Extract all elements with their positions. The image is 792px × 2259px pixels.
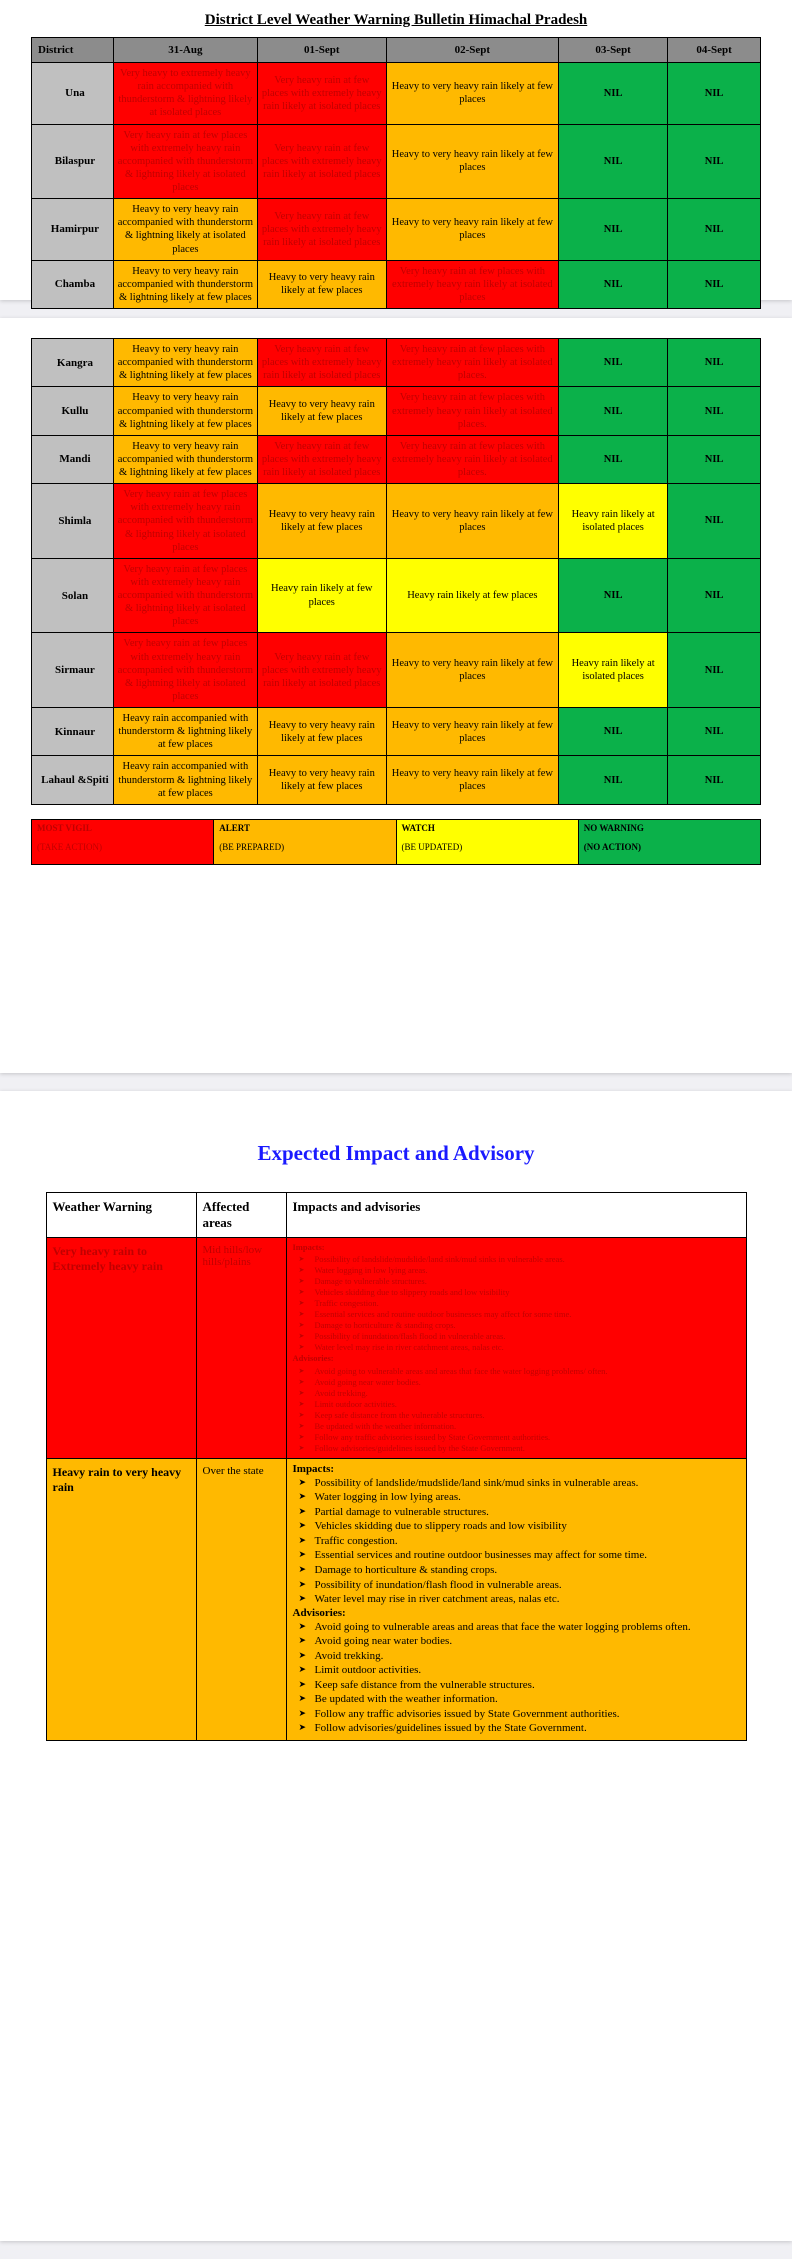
warning-cell: Heavy to very heavy rain accompanied with thunderstorm & lightning likely at few places xyxy=(113,260,257,308)
table-row xyxy=(32,199,761,261)
warning-cell: Heavy to very heavy rain accompanied with thunderstorm & lightning likely at few places xyxy=(113,387,257,435)
warning-cell: Heavy to very heavy rain accompanied with thunderstorm & lightning likely at few places xyxy=(113,339,257,387)
list-item: ➤ Avoid trekking. xyxy=(293,1649,740,1664)
legend-label: ALERT xyxy=(219,822,250,833)
warning-cell: Very heavy rain at few places with extremely heavy rain likely at isolated places. xyxy=(386,387,558,435)
advisory-warning: Very heavy rain to Extremely heavy rain xyxy=(46,1238,196,1459)
list-item: ➤ Avoid going near water bodies. xyxy=(293,1634,740,1649)
impacts-label: Impacts: xyxy=(292,1242,325,1252)
legend-label: MOST VIGIL xyxy=(37,822,92,833)
page-title: District Level Weather Warning Bulletin Himachal Pradesh xyxy=(204,12,588,28)
warning-cell: Heavy to very heavy rain likely at few places xyxy=(386,484,558,559)
warning-cell: Heavy rain accompanied with thunderstorm & lightning likely at few places xyxy=(113,708,257,756)
district-name: Kangra xyxy=(32,339,114,387)
warning-cell: Very heavy rain at few places with extremely heavy rain accompanied with thunderstorm & lightning likely at isolated places xyxy=(113,124,257,199)
list-item: ➤ Essential services and routine outdoor businesses may affect for some time. xyxy=(293,1548,740,1563)
warning-cell: Heavy rain likely at isolated places xyxy=(559,633,668,708)
warning-cell: Very heavy rain at few places with extremely heavy rain likely at isolated places xyxy=(257,633,386,708)
warning-cell: Very heavy rain at few places with extremely heavy rain likely at isolated places. xyxy=(386,339,558,387)
warning-cell: NIL xyxy=(559,199,668,261)
list-item: ➤ Partial damage to vulnerable structures. xyxy=(293,1505,740,1520)
warning-cell: NIL xyxy=(559,435,668,483)
table-row xyxy=(32,124,761,199)
list-item: ➤ Possibility of inundation/flash flood in vulnerable areas. xyxy=(293,1578,740,1593)
list-item: ➤ Possibility of landslide/mudslide/land sink/mud sinks in vulnerable areas. xyxy=(293,1476,740,1491)
warning-cell: Heavy to very heavy rain likely at few places xyxy=(386,124,558,199)
legend-label: WATCH xyxy=(401,822,435,833)
list-item: ➤ Follow advisories/guidelines issued by the State Government. xyxy=(293,1721,740,1736)
district-name: Una xyxy=(32,63,114,125)
advisory-heading: Expected Impact and Advisory xyxy=(257,1141,535,1165)
warning-cell: Heavy to very heavy rain accompanied with thunderstorm & lightning likely at isolated places xyxy=(113,199,257,261)
col-impacts-advisories: Impacts and advisories xyxy=(286,1193,746,1238)
col-04-sept: 04-Sept xyxy=(668,38,761,63)
advisory-header-row xyxy=(46,1193,746,1238)
legend-sublabel: (NO ACTION) xyxy=(583,841,642,852)
list-item: ➤ Vehicles skidding due to slippery roads and low visibility xyxy=(293,1287,740,1298)
warning-cell: Heavy to very heavy rain likely at few places xyxy=(386,199,558,261)
legend-sublabel: (BE PREPARED) xyxy=(219,841,285,852)
list-item: ➤ Possibility of landslide/mudslide/land sink/mud sinks in vulnerable areas. xyxy=(293,1254,740,1265)
advisories-list xyxy=(293,1620,740,1736)
warning-table-page2 xyxy=(31,338,761,805)
warning-cell: Very heavy rain at few places with extremely heavy rain likely at isolated places xyxy=(257,199,386,261)
list-item: ➤ Avoid trekking. xyxy=(293,1388,740,1399)
district-name: Shimla xyxy=(32,484,114,559)
col-01-sept: 01-Sept xyxy=(257,38,386,63)
warning-cell: Very heavy rain at few places with extremely heavy rain likely at isolated places xyxy=(386,260,558,308)
list-item: ➤ Damage to horticulture & standing crops. xyxy=(293,1563,740,1578)
advisory-row xyxy=(46,1458,746,1740)
list-item: ➤ Traffic congestion. xyxy=(293,1534,740,1549)
warning-cell: Very heavy to extremely heavy rain accompanied with thunderstorm & lightning likely at isolated places xyxy=(113,63,257,125)
warning-cell: Heavy to very heavy rain likely at few places xyxy=(257,484,386,559)
list-item: ➤ Water level may rise in river catchment areas, nalas etc. xyxy=(293,1592,740,1607)
warning-cell: Very heavy rain at few places with extremely heavy rain likely at isolated places xyxy=(257,63,386,125)
warning-cell: NIL xyxy=(668,633,761,708)
warning-cell: NIL xyxy=(668,756,761,804)
warning-cell: Heavy rain accompanied with thunderstorm & lightning likely at few places xyxy=(113,756,257,804)
list-item: ➤ Follow any traffic advisories issued by State Government authorities. xyxy=(293,1432,740,1443)
table-row xyxy=(32,339,761,387)
warning-cell: Heavy rain likely at isolated places xyxy=(559,484,668,559)
list-item: ➤ Traffic congestion. xyxy=(293,1298,740,1309)
warning-cell: Very heavy rain at few places with extremely heavy rain likely at isolated places xyxy=(257,339,386,387)
legend-cell xyxy=(396,819,578,864)
advisory-area: Over the state xyxy=(196,1458,286,1740)
col-03-sept: 03-Sept xyxy=(559,38,668,63)
legend-table xyxy=(31,819,761,865)
impacts-label: Impacts: xyxy=(292,1462,335,1475)
table-row xyxy=(32,484,761,559)
warning-cell: NIL xyxy=(559,558,668,633)
warning-cell: NIL xyxy=(559,387,668,435)
warning-cell: NIL xyxy=(559,260,668,308)
list-item: ➤ Damage to vulnerable structures. xyxy=(293,1276,740,1287)
list-item: ➤ Keep safe distance from the vulnerable structures. xyxy=(293,1410,740,1421)
col-02-sept: 02-Sept xyxy=(386,38,558,63)
list-item: ➤ Possibility of inundation/flash flood in vulnerable areas. xyxy=(293,1331,740,1342)
district-name: Bilaspur xyxy=(32,124,114,199)
list-item: ➤ Avoid going to vulnerable areas and areas that face the water logging problems often. xyxy=(293,1620,740,1635)
warning-cell: NIL xyxy=(668,199,761,261)
legend-label: NO WARNING xyxy=(583,822,644,833)
table-header-row xyxy=(32,38,761,63)
table-row xyxy=(32,435,761,483)
warning-cell: NIL xyxy=(559,708,668,756)
list-item: ➤ Be updated with the weather information. xyxy=(293,1421,740,1432)
advisory-impacts xyxy=(286,1458,746,1740)
list-item: ➤ Limit outdoor activities. xyxy=(293,1663,740,1678)
list-item: ➤ Follow any traffic advisories issued by State Government authorities. xyxy=(293,1707,740,1722)
table-row xyxy=(32,387,761,435)
col-31-aug: 31-Aug xyxy=(113,38,257,63)
impact-advisory-table xyxy=(46,1192,747,1741)
warning-cell: Heavy to very heavy rain likely at few places xyxy=(257,756,386,804)
legend-sublabel: (TAKE ACTION) xyxy=(37,841,103,852)
warning-cell: NIL xyxy=(668,387,761,435)
warning-cell: NIL xyxy=(668,435,761,483)
impacts-list xyxy=(293,1254,740,1353)
table-row xyxy=(32,708,761,756)
page-1 xyxy=(0,0,792,303)
warning-cell: NIL xyxy=(559,756,668,804)
col-weather-warning: Weather Warning xyxy=(46,1193,196,1238)
warning-cell: NIL xyxy=(559,339,668,387)
warning-cell: Heavy to very heavy rain likely at few places xyxy=(257,260,386,308)
col-affected-areas: Affected areas xyxy=(196,1193,286,1238)
list-item: ➤ Damage to horticulture & standing crops. xyxy=(293,1320,740,1331)
list-item: ➤ Water logging in low lying areas. xyxy=(293,1265,740,1276)
advisories-list xyxy=(293,1366,740,1454)
warning-cell: Heavy to very heavy rain likely at few places xyxy=(386,63,558,125)
warning-cell: NIL xyxy=(668,708,761,756)
warning-cell: Heavy to very heavy rain accompanied with thunderstorm & lightning likely at few places xyxy=(113,435,257,483)
list-item: ➤ Limit outdoor activities. xyxy=(293,1399,740,1410)
warning-cell: Heavy rain likely at few places xyxy=(257,558,386,633)
table-row xyxy=(32,633,761,708)
warning-cell: Very heavy rain at few places with extremely heavy rain likely at isolated places xyxy=(257,435,386,483)
warning-cell: NIL xyxy=(668,558,761,633)
warning-cell: Very heavy rain at few places with extremely heavy rain accompanied with thunderstorm & lightning likely at isolated places xyxy=(113,633,257,708)
col-district: District xyxy=(32,38,114,63)
warning-cell: Heavy to very heavy rain likely at few places xyxy=(257,387,386,435)
warning-cell: Very heavy rain at few places with extremely heavy rain accompanied with thunderstorm & lightning likely at isolated places xyxy=(113,484,257,559)
advisory-area: Mid hills/low hills/plains xyxy=(196,1238,286,1459)
district-name: Lahaul &Spiti xyxy=(32,756,114,804)
district-name: Solan xyxy=(32,558,114,633)
advisories-label: Advisories: xyxy=(292,1353,334,1364)
list-item: ➤ Water logging in low lying areas. xyxy=(293,1490,740,1505)
warning-cell: Heavy rain likely at few places xyxy=(386,558,558,633)
warning-table-page1 xyxy=(31,37,761,309)
list-item: ➤ Keep safe distance from the vulnerable structures. xyxy=(293,1678,740,1693)
advisories-label: Advisories: xyxy=(292,1606,346,1619)
list-item: ➤ Avoid going near water bodies. xyxy=(293,1377,740,1388)
legend-cell xyxy=(32,819,214,864)
district-name: Kinnaur xyxy=(32,708,114,756)
list-item: ➤ Water level may rise in river catchment areas, nalas etc. xyxy=(293,1342,740,1353)
page-3 xyxy=(0,1091,792,2241)
district-name: Hamirpur xyxy=(32,199,114,261)
list-item: ➤ Follow advisories/guidelines issued by the State Government. xyxy=(293,1443,740,1454)
page-2 xyxy=(0,318,792,1073)
table-row xyxy=(32,756,761,804)
warning-cell: Heavy to very heavy rain likely at few places xyxy=(257,708,386,756)
warning-cell: Heavy to very heavy rain likely at few places xyxy=(386,756,558,804)
warning-cell: Very heavy rain at few places with extremely heavy rain accompanied with thunderstorm & lightning likely at isolated places xyxy=(113,558,257,633)
district-name: Chamba xyxy=(32,260,114,308)
legend-cell xyxy=(214,819,396,864)
warning-cell: NIL xyxy=(668,260,761,308)
warning-cell: Heavy to very heavy rain likely at few places xyxy=(386,708,558,756)
warning-cell: NIL xyxy=(668,484,761,559)
warning-cell: NIL xyxy=(668,339,761,387)
warning-cell: NIL xyxy=(668,63,761,125)
legend-cell xyxy=(578,819,760,864)
district-name: Sirmaur xyxy=(32,633,114,708)
impacts-list xyxy=(293,1476,740,1607)
list-item: ➤ Essential services and routine outdoor businesses may affect for some time. xyxy=(293,1309,740,1320)
warning-cell: NIL xyxy=(559,124,668,199)
warning-cell: NIL xyxy=(559,63,668,125)
table-row xyxy=(32,558,761,633)
advisory-warning: Heavy rain to very heavy rain xyxy=(46,1458,196,1740)
warning-cell: Heavy to very heavy rain likely at few places xyxy=(386,633,558,708)
advisory-row xyxy=(46,1238,746,1459)
warning-cell: NIL xyxy=(668,124,761,199)
list-item: ➤ Vehicles skidding due to slippery roads and low visibility xyxy=(293,1519,740,1534)
district-name: Kullu xyxy=(32,387,114,435)
list-item: ➤ Avoid going to vulnerable areas and areas that face the water logging problems/ often. xyxy=(293,1366,740,1377)
district-name: Mandi xyxy=(32,435,114,483)
list-item: ➤ Be updated with the weather information. xyxy=(293,1692,740,1707)
warning-cell: Very heavy rain at few places with extremely heavy rain likely at isolated places xyxy=(257,124,386,199)
warning-cell: Very heavy rain at few places with extremely heavy rain likely at isolated places. xyxy=(386,435,558,483)
legend-sublabel: (BE UPDATED) xyxy=(401,841,463,852)
table-row xyxy=(32,260,761,308)
table-row xyxy=(32,63,761,125)
advisory-impacts xyxy=(286,1238,746,1459)
